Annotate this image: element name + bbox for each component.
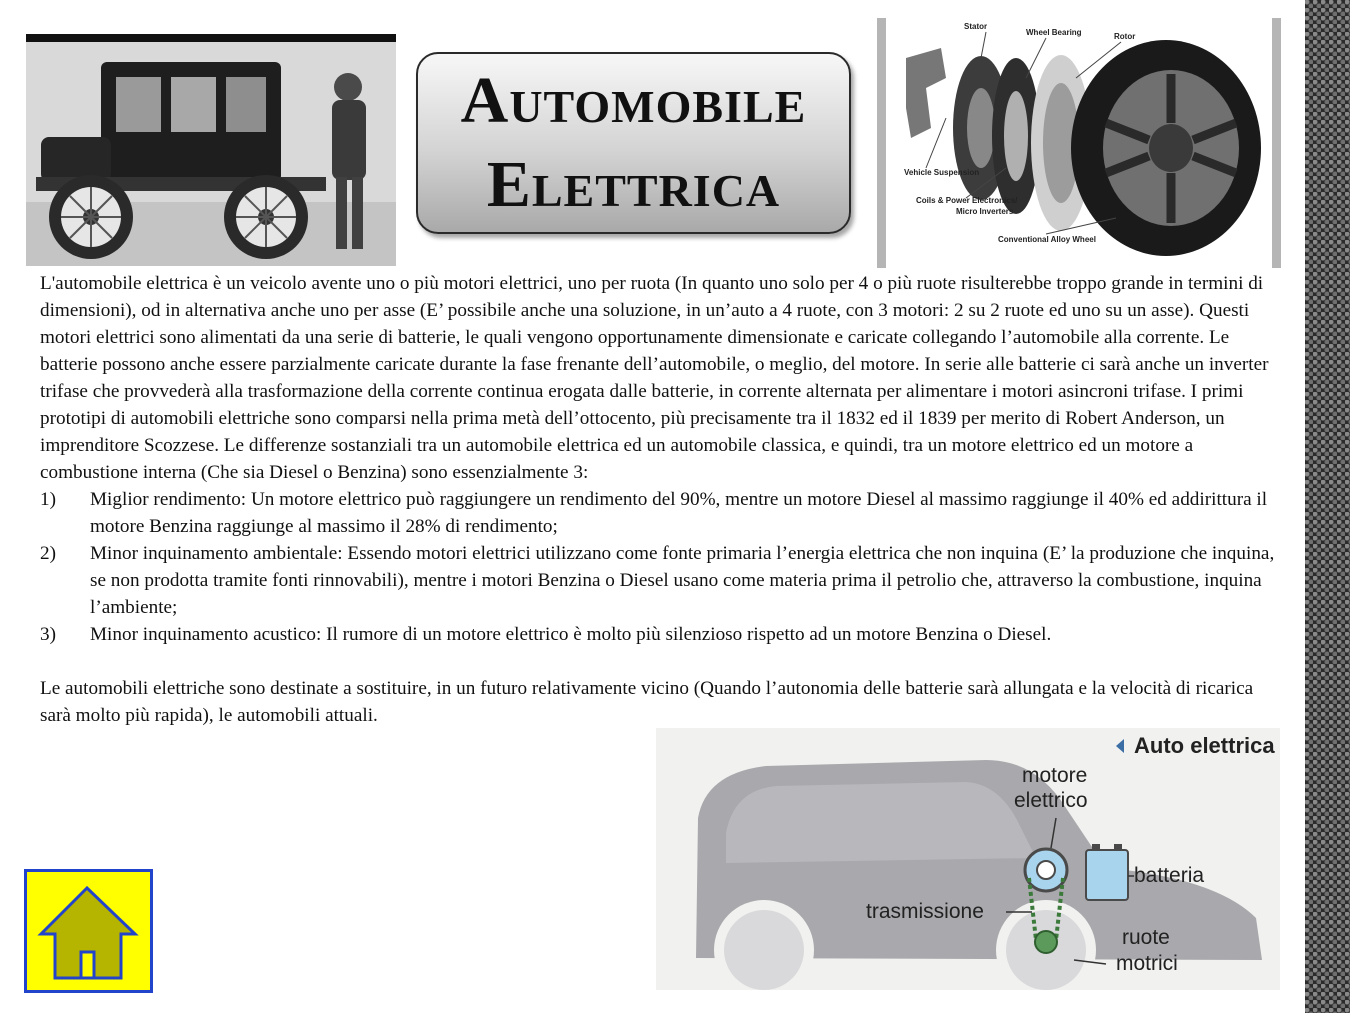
list-number: 1) <box>40 489 56 510</box>
diagram-title: Auto elettrica <box>1134 733 1275 758</box>
list-item <box>40 621 1275 648</box>
historic-electric-car-photo <box>26 34 396 266</box>
historic-car-illustration <box>26 42 396 266</box>
car-silhouette-illustration <box>656 728 1280 990</box>
label-rotor: Rotor <box>1114 32 1136 41</box>
list-item <box>40 540 1275 621</box>
wheel-illustration <box>886 18 1272 268</box>
list-number: 2) <box>40 543 56 564</box>
label-motrici: motrici <box>1116 952 1178 975</box>
title-line-1: Automobile <box>460 64 807 137</box>
hub-motor-wheel-diagram <box>877 18 1281 268</box>
label-trasmissione: trasmissione <box>866 900 984 923</box>
title-line-2: Elettrica <box>486 148 781 221</box>
article-body <box>40 270 1275 729</box>
list-text: Minor inquinamento acustico: Il rumore di un motore elettrico è molto più silenzioso rispetto ad un motore Benzina o Diesel. <box>90 624 1052 645</box>
label-coils: Coils & Power Electronics/ <box>916 196 1018 205</box>
label-ruote: ruote <box>1122 926 1170 949</box>
title-box <box>416 52 851 234</box>
label-elettrico: elettrico <box>1014 789 1088 812</box>
label-vehicle-suspension: Vehicle Suspension <box>904 168 980 177</box>
list-item <box>40 486 1275 540</box>
label-motore: motore <box>1022 764 1088 787</box>
electric-car-diagram <box>656 728 1280 990</box>
list-text: Minor inquinamento ambientale: Essendo motori elettrici utilizzano come fonte primaria l’energia elettrica che non inquina (E’ la produzione che inquina, se non prodotta tramite fonti rinnovabili), mentre i motori Benzina o Diesel usano come materia prima il petrolio che, attraverso la combustione, inquina l’ambiente; <box>90 543 1275 618</box>
label-micro-inverters: Micro Inverters <box>956 207 1014 216</box>
label-stator: Stator <box>964 22 988 31</box>
home-icon <box>27 872 150 990</box>
intro-paragraph: L'automobile elettrica è un veicolo avente uno o più motori elettrici, uno per ruota (In quanto uno solo per 4 o più ruote risulterebbe troppo grande in termini di dimensioni), od in alternativa anche uno per asse (E’ possibile anche una soluzione, in un’auto a 4 ruote, con 3 motori: 2 su 2 ruote ed uno su un asse). Questi motori elettrici sono alimentati da una serie di batterie, le quali vengono opportunamente dimensionate e caricate collegando l’automobile alla corrente. Le batterie possono anche essere parzialmente caricate durante la fase frenante dell’automobile, o meglio, del motore. In serie alle batterie ci sarà anche un inverter trifase che provvederà alla trasformazione della corrente continua erogata dalle batterie, in corrente alternata per alimentare i motori asincroni trifase. I primi prototipi di automobili elettriche sono comparsi nella prima metà dell’ottocento, più precisamente tra il 1832 ed il 1839 per merito di Robert Anderson, un imprenditore Scozzese. Le differenze sostanziali tra un automobile elettrica ed un automobile classica, e quindi, tra un motore elettrico ed un motore a combustione interna (Che sia Diesel o Benzina) sono essenzialmente 3: <box>40 273 1269 483</box>
carbon-side-strip <box>1305 0 1350 1013</box>
paragraph-gap <box>40 648 1275 675</box>
list-number: 3) <box>40 624 56 645</box>
label-alloy-wheel: Conventional Alloy Wheel <box>998 235 1096 244</box>
label-batteria: batteria <box>1134 864 1205 887</box>
conclusion-paragraph: Le automobili elettriche sono destinate a sostituire, in un futuro relativamente vicino (Quando l’autonomia delle batterie sarà allungata e la velocità di ricarica sarà molto più rapida), le automobili attuali. <box>40 678 1254 726</box>
label-wheel-bearing: Wheel Bearing <box>1026 28 1082 37</box>
home-button[interactable] <box>24 869 153 993</box>
list-text: Miglior rendimento: Un motore elettrico può raggiungere un rendimento del 90%, mentre un motore Diesel al massimo raggiunge il 40% ed addirittura il motore Benzina raggiunge al massimo il 28% di rendimento; <box>90 489 1268 537</box>
